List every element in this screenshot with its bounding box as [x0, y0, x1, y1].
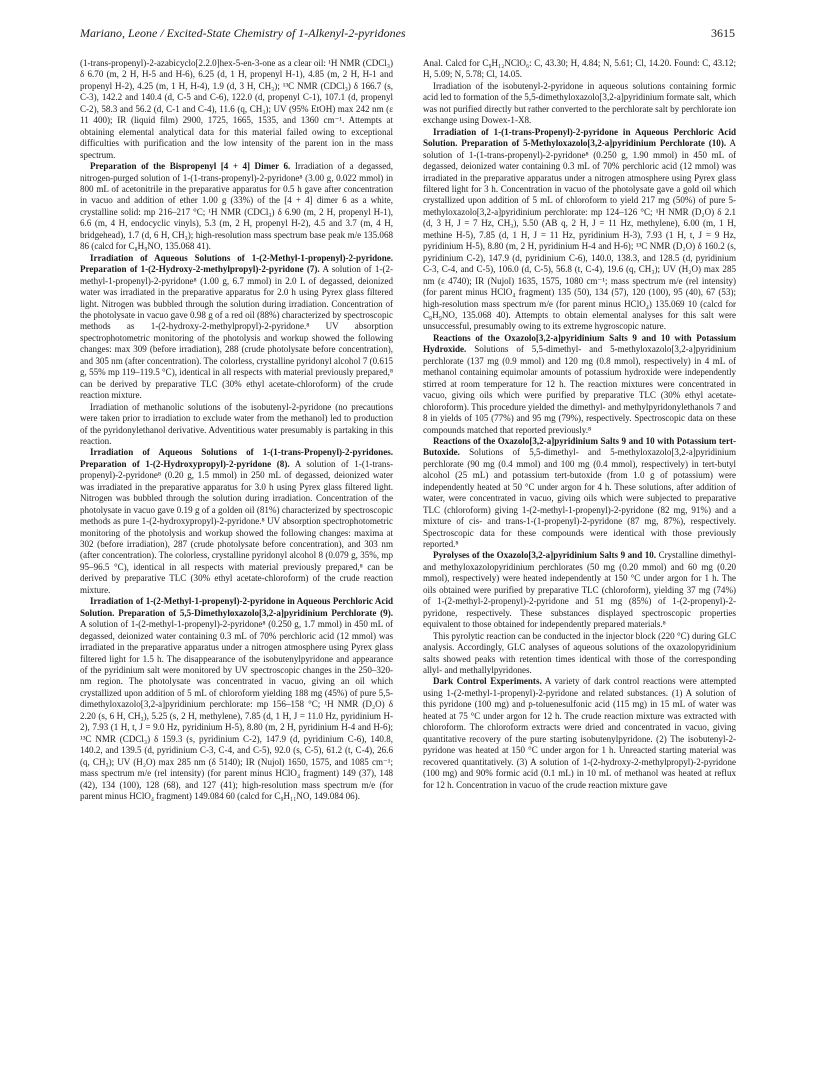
paragraph-heading: Reactions of the Oxazolo[3,2-a]pyridinium Salts 9 and 10 with Potassium Hydroxide. — [423, 332, 736, 355]
paragraph-text: Solutions of 5,5-dimethyl- and 5-methyloxazolo[3,2-a]pyridinium perchlorate (90 mg (0.4 mmol) and 100 mg (0.4 mmol), respectively) in tert-butyl alcohol (25 mL) and potassium tert-butoxide (from 1.0 g of potassium) were independently heated at 50 °C under argon for 4 h. These solutions, after addition of water, were concentrated in vacuo, giving oils which were subjected to preparative TLC (chloroform) giving 1-(2-methyl-1-propenyl)-2-pyridone (82 mg, 91%) and a mixture of cis- and trans-1-(1-propenyl)-2-pyridone (87 mg, 87%), respectively. Spectroscopic data for these compounds were identical with those previously reported.⁸ — [423, 447, 736, 550]
paragraph — [423, 550, 736, 630]
paragraph-heading: Dark Control Experiments. — [433, 676, 542, 687]
paragraph-heading: Irradiation of 1-(2-Methyl-1-propenyl)-2-pyridone in Aqueous Perchloric Acid Solution. Preparation of 5,5-Dimethyloxazolo[3,2-a]pyridinium Perchlorate (9). — [80, 596, 393, 618]
paragraph-heading: Irradiation of Aqueous Solutions of 1-(2-Methyl-1-propenyl)-2-pyridone. Preparation of 1-(2-Hydroxy-2-methylpropyl)-2-pyridone (7). — [80, 252, 393, 275]
paragraph — [80, 58, 393, 161]
paragraph-heading: Preparation of the Bispropenyl [4 + 4] Dimer 6. — [90, 161, 291, 172]
running-header — [80, 26, 735, 42]
left-column — [80, 58, 393, 802]
paragraph-heading: Pyrolyses of the Oxazolo[3,2-a]pyridinium Salts 9 and 10. — [433, 550, 657, 561]
page-number: 3615 — [711, 26, 735, 40]
paragraph-text: This pyrolytic reaction can be conducted in the injector block (220 °C) during GLC analysis. Accordingly, GLC analyses of aqueous solutions of the oxazolopyridinium salts showed peaks with retention times identical with those of the corresponding allyl- and methallylpyridones. — [423, 630, 736, 676]
paragraph-text: Solutions of 5,5-dimethyl- and 5-methyloxazolo[3,2-a]pyridinium perchlorate (137 mg (0.9 mmol) and 120 mg (0.8 mmol), respectively) in 4 mL of methanol containing equimolar amounts of potassium hydroxide were independently stirred at room temperature for 12 h. The reaction mixtures were concentrated in vacuo, giving oils which were purified by preparative TLC (30% ethyl acetate-chloroform). This procedure yielded the dimethyl- and methylpyridonylethanols 7 and 8 in yields of 105 (77%) and 95 mg (79%), respectively. Spectroscopic data on these compounds matched that reported previously.⁸ — [423, 344, 736, 435]
paragraph-text: A solution of 1-(2-methyl-1-propenyl)-2-pyridone⁸ (1.00 g, 6.7 mmol) in 2.0 L of degassed, deionized water was irradiated in the preparative apparatus for 2.0 h using Pyrex glass filtered light. Nitrogen was bubbled through the solution during irradiation. Concentration of the photolysate in vacuo gave 0.98 g of a red oil (88%) characterized by spectroscopic methods as 1-(2-hydroxy-2-methylpropyl)-2-pyridone.⁸ UV absorption spectrophotometric monitoring of the photolysis and workup showed the following changes: max 309 (before irradiation), 288 (crude photolysate before concentration), and 305 nm (after concentration). The colorless, crystalline pyridonyl alcohol 7 (0.615 g, 55% mp 119–119.5 °C), identical in all respects with material previously prepared,⁸ can be derived by preparative TLC (30% ethyl acetate-chloroform) of the crude reaction mixture. — [80, 264, 394, 401]
paragraph-text: Anal. Calcd for C₉H₁₂NClO₆: C, 43.30; H, 4.84; N, 5.61; Cl, 14.20. Found: C, 43.12; H, 5.09; N, 5.78; Cl, 14.05. — [423, 58, 736, 80]
paragraph — [423, 436, 736, 551]
paragraph-text: Irradiation of methanolic solutions of the isobutenyl-2-pyridone (no precautions were taken prior to irradiation to exclude water from the methanol) led to production of the pyridonylethanol derivative. Adventitious water presumably is partaking in this reaction. — [80, 401, 393, 446]
paragraph — [80, 161, 393, 253]
paragraph-heading: Irradiation of Aqueous Solutions of 1-(1-trans-Propenyl)-2-pyridones. Preparation of 1-(2-Hydroxypropyl)-2-pyridone (8). — [80, 447, 393, 469]
paragraph — [80, 596, 393, 802]
paragraph — [423, 676, 736, 791]
paragraph — [423, 58, 736, 81]
right-column — [423, 58, 736, 791]
paragraph-text: (1-trans-propenyl)-2-azabicyclo[2.2.0]hex-5-en-3-one as a clear oil: ¹H NMR (CDCl₃) δ 6.70 (m, 2 H, H-5 and H-6), 6.25 (d, 1 H, propenyl H-1), 4.85 (m, 2 H, H-1 and propenyl H-2), 4.25 (m, 1 H, H-4), 1.9 (d, 3 H, CH₃); ¹³C NMR (CDCl₃) δ 166.7 (s, C-3), 142.2 and 140.4 (d, C-5 and C-6), 122.0 (d, propenyl C-1), 107.1 (d, propenyl C-2), 58.3 and 56.2 (d, C-1 and C-4), 11.6 (q, CH₃); UV (95% EtOH) max 242 nm (ε 11 400); IR (liquid film) 2900, 1725, 1665, 1535, and 1360 cm⁻¹. Attempts at obtaining elemental analytical data for this material failed owing to exceptional difficulties with purification and the low intensity of the parent ion in the mass spectrum. — [80, 58, 393, 160]
paragraph-text: A variety of dark control reactions were attempted using 1-(2-methyl-1-propenyl)-2-pyridone and related substances. (1) A solution of this pyridone (100 mg) and p-toluenesulfonic acid (115 mg) in 15 mL of water was heated at 75 °C under argon for 12 h. The crude reaction mixture was extracted with chloroform. The chloroform extracts were dried and concentrated in vacuo, giving quantitative recovery of the pure starting isobutenylpyridone. (2) The isobutenyl-2-pyridone was heated at 150 °C under argon for 1 h. Unreacted starting material was recovered quantitatively. (3) A solution of 1-(2-hydroxy-2-methylpropyl)-2-pyridone (100 mg) and 90% formic acid (0.1 mL) in 10 mL of methanol was heated at reflux for 12 h. Concentration in vacuo of the crude reaction mixture gave — [423, 676, 736, 790]
running-title: Mariano, Leone / Excited-State Chemistry of 1-Alkenyl-2-pyridones — [80, 26, 406, 40]
paragraph-text: Irradiation of a degassed, nitrogen-purged solution of 1-(1-trans-propenyl)-2-pyridone⁸ (3.00 g, 0.022 mmol) in 800 mL of acetonitrile in the preparative apparatus for 0.5 h gave after concentration in vacuo and addition of ether 1.00 g (33%) of the [4 + 4] dimer 6 as a white, crystalline solid: mp 216–217 °C; ¹H NMR (CDCl₃) δ 6.90 (m, 2 H, propenyl H-1), 6.6 (m, 4 H, endocyclic vinyls), 5.3 (m, 2 H, propenyl H-2), 4.5 and 3.7 (m, 4 H, bridgehead), 1.7 (d, 6 H, CH₃); high-resolution mass spectrum base peak m/e 135.068 86 (calcd for C₈H₉NO, 135.068 41). — [80, 161, 394, 252]
paragraph — [423, 333, 736, 436]
paragraph — [423, 631, 736, 677]
paragraph-text: Crystalline dimethyl- and methyloxazolopyridinium perchlorates (50 mg (0.20 mmol) and 60 mg (0.20 mmol), respectively) were heated independently at 150 °C under argon for 1 h. The oils obtained were purified by preparative TLC (chloroform), yielding 37 mg (74%) of 1-(2-methyl-2-propenyl)-2-pyridone and 51 mg (85%) of 1-(2-propenyl)-2-pyridone, respectively. These substances displayed spectroscopic properties equivalent to those obtained for independently prepared materials.⁸ — [423, 550, 736, 630]
paragraph — [423, 127, 736, 333]
paragraph-text: Irradiation of the isobutenyl-2-pyridone in aqueous solutions containing formic acid led to formation of the 5,5-dimethyloxazolo[3,2-a]pyridinium formate salt, which was not purified directly but rather converted to the perchlorate salt by perchlorate ion exchange using Dowex-1-X8. — [423, 80, 736, 126]
paragraph-heading: Reactions of the Oxazolo[3,2-a]pyridinium Salts 9 and 10 with Potassium tert-Butoxide. — [423, 435, 736, 458]
paragraph — [80, 253, 393, 402]
paragraph-heading: Irradiation of 1-(1-trans-Propenyl)-2-pyridone in Aqueous Perchloric Acid Solution. Preparation of 5-Methyloxazolo[3,2-a]pyridinium Perchlorate (10). — [423, 126, 736, 149]
paragraph-text: A solution of 1-(2-methyl-1-propenyl)-2-pyridone⁸ (0.250 g, 1.7 mmol) in 450 mL of degassed, deionized water containing 0.3 mL of 70% perchloric acid (12 mmol) was irradiated in the preparative apparatus under a nitrogen atmosphere using Pyrex glass filtered light for 1.5 h. The disappearance of the isobutenylpyridone and appearance of the pyridinium salt were monitored by UV spectroscopic changes in the 250–320-nm region. The photolysate was concentrated in vacuo, giving an oil which crystallized upon addition of 5 mL of chloroform yielding 188 mg (45%) of pure 5,5-dimethyloxazolo[3,2-a]pyridinium perchlorate: mp 156–158 °C; ¹H NMR (D₂O) δ 2.20 (s, 6 H, CH₃), 5.25 (s, 2 H, methylene), 7.85 (d, 1 H, J = 11.0 Hz, pyridinium H-2), 7.93 (1 H, t, J = 9.0 Hz, pyridinium H-5), 8.80 (m, 2 H, pyridinium H-4 and H-6); ¹³C NMR (CDCl₃) δ 159.3 (s, pyridinium C-2), 147.9 (d, pyridinium C-6), 140.8, 140.2, and 139.5 (d, pyridinium C-3, C-4, and C-5), 92.0 (s, C-5), 61.2 (t, C-4), 26.6 (q, CH₃); UV (H₂O) max 285 nm (δ 5140); IR (Nujol) 1650, 1575, and 1085 cm⁻¹; mass spectrum m/e (rel intensity) (for parent minus HClO₄ fragment) 149 (37), 148 (42), 134 (100), 128 (68), and 127 (41); high-resolution mass spectrum m/e (for parent minus HClO₄ fragment) 149.084 60 (calcd for C₉H₁₁NO, 149.084 06). — [80, 619, 393, 801]
paragraph — [80, 447, 393, 596]
paragraph-text: A solution of 1-(1-trans-propenyl)-2-pyridone⁸ (0.20 g, 1.5 mmol) in 250 mL of degassed, deionized water was irradiated in the preparative apparatus for 3.0 h using Pyrex glass filtered light. Nitrogen was bubbled through the solution during irradiation. Concentration of the photolysate in vacuo gave 0.19 g of a golden oil (81%) characterized by spectroscopic methods as pure 1-(2-hydroxypropyl)-2-pyridone.⁸ UV absorption spectrophotometric monitoring of the photolysis and workup showed the following changes: maxima at 302 (before irradiation), 287 (crude photolysate before concentration), and 303 nm (after concentration). The colorless, crystalline pyridonyl alcohol 8 (0.079 g, 35%, mp 95–96.5 °C), identical in all respects with material previously prepared,⁸ can be derived by preparative TLC (30% ethyl acetate-chloroform) of the crude reaction mixture. — [80, 458, 393, 595]
paragraph — [423, 81, 736, 127]
paragraph-text: A solution of 1-(1-trans-propenyl)-2-pyridone⁸ (0.250 g, 1.90 mmol) in 450 mL of degassed, deionized water containing 0.3 mL of 70% perchloric acid (12 mmol) was irradiated in the preparative apparatus under a nitrogen atmosphere using Pyrex glass filtered light for 3 h. Concentration in vacuo of the photolysate gave a gold oil which crystallized upon addition of 5 mL of chloroform to yield 217 mg (50%) of pure 5-methyloxazolo[3,2-a]pyridinium perchlorate: mp 124–126 °C; ¹H NMR (D₂O) δ 2.1 (d, 3 H, J = 7 Hz, CH₃), 5.50 (AB q, 2 H, J = 11 Hz, methylene), 6.00 (m, 1 H, methine H-5), 7.85 (d, 1 H, J = 11 Hz, pyridinium H-3), 7.93 (1 H, t, J = 9 Hz, pyridinium H-5), 8.80 (m, 2 H, pyridinium H-4 and H-6); ¹³C NMR (D₂O) δ 160.2 (s, pyridinium C-2), 147.9 (d, pyridinium C-6), 140.0, 138.3, and 128.5 (d, pyridinium C-3, C-4, and C-5), 106.0 (d, C-5), 56.8 (t, C-4), 19.6 (q, CH₃); UV (H₂O) max 285 nm (ε 4740); IR (Nujol) 1635, 1575, 1080 cm⁻¹; mass spectrum m/e (rel intensity) (for parent minus HClO₄ fragment) 135 (50), 134 (57), 120 (100), 95 (40), 67 (53); high-resolution mass spectrum m/e (for parent minus HClO₄) 135.069 10 (calcd for C₈H₉NO, 135.068 40). Attempts to obtain elemental analyses for this salt were unsuccessful, presumably owing to its extreme hygroscopic nature. — [423, 138, 736, 332]
paragraph — [80, 402, 393, 448]
